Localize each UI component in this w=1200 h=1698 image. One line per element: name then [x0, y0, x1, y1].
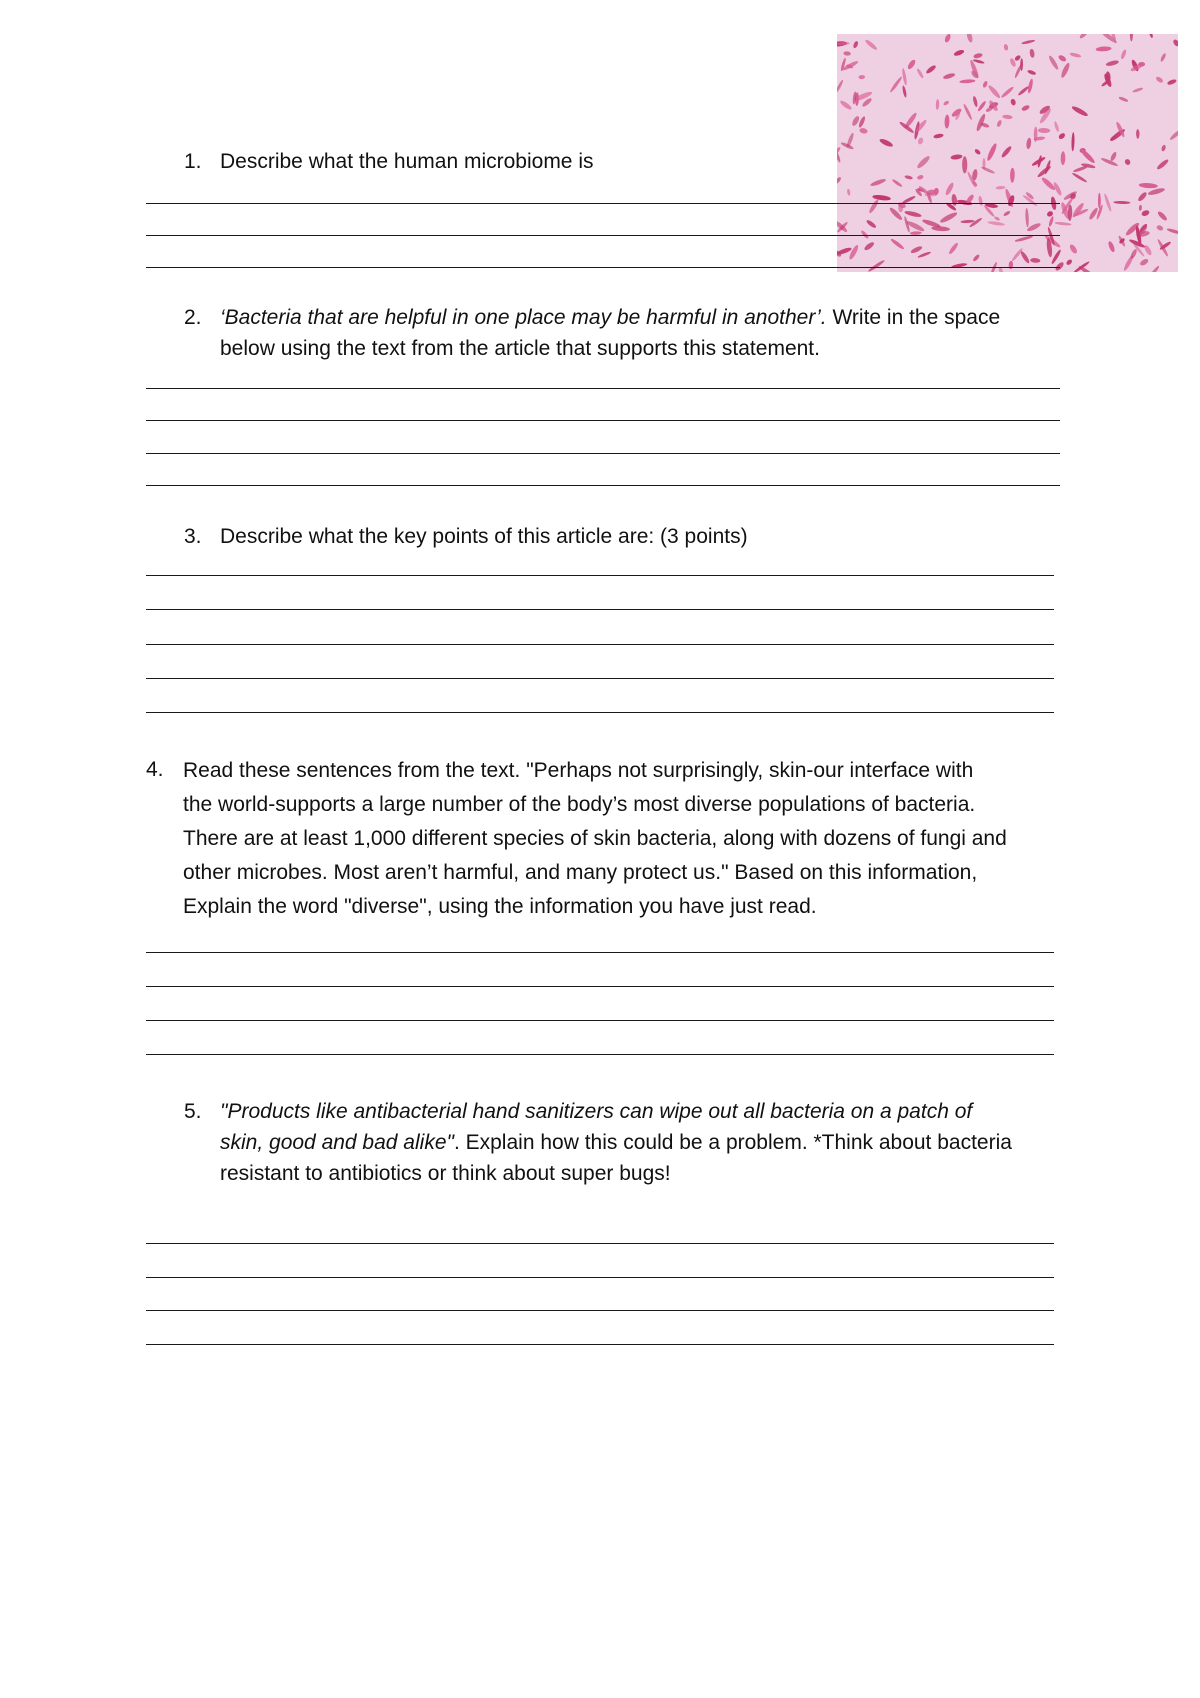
question-4-line: the world-supports a large number of the body’s most diverse populations of bacteria.: [183, 793, 976, 816]
bacterium-cell: [902, 85, 907, 98]
bacterium-cell: [944, 182, 955, 197]
answer-line[interactable]: [146, 453, 1060, 454]
bacterium-cell: [1010, 168, 1015, 183]
bacterium-cell: [1010, 98, 1017, 106]
bacterium-cell: [1100, 157, 1118, 167]
bacterium-cell: [982, 80, 988, 88]
bacterium-cell: [1113, 201, 1130, 205]
bacterium-cell: [974, 148, 982, 155]
bacterium-cell: [943, 72, 956, 80]
bacterium-cell: [963, 103, 973, 120]
bacterium-cell: [960, 220, 974, 224]
bacterium-cell: [863, 241, 875, 252]
micrograph-canvas: [837, 34, 1178, 272]
bacterium-cell: [1109, 151, 1117, 162]
bacterium-cell: [910, 245, 923, 254]
answer-line[interactable]: [146, 235, 1060, 236]
bacterium-cell: [859, 127, 868, 134]
bacterium-cell: [1050, 249, 1061, 265]
answer-line[interactable]: [146, 1277, 1054, 1278]
bacterium-cell: [996, 119, 1002, 127]
question-2-instruction: Write in the space: [826, 306, 1001, 329]
bacterium-cell: [1014, 54, 1022, 61]
bacterium-cell: [867, 259, 885, 272]
bacterium-cell: [1000, 86, 1014, 99]
bacterium-cell: [1124, 158, 1131, 166]
answer-line[interactable]: [146, 712, 1054, 713]
bacterium-cell: [944, 34, 952, 43]
bacterium-cell: [865, 219, 877, 229]
question-2-number: 2.: [184, 306, 202, 329]
answer-line[interactable]: [146, 609, 1054, 610]
bacterium-cell: [837, 176, 842, 185]
bacterium-cell: [973, 52, 983, 59]
bacterium-cell: [870, 178, 887, 188]
bacterium-cell: [939, 211, 958, 224]
bacterium-cell: [1155, 76, 1164, 84]
bacterium-cell: [1030, 258, 1041, 263]
bacterium-cell: [899, 121, 915, 135]
bacterium-cell: [1160, 53, 1167, 63]
bacterium-cell: [986, 142, 998, 161]
bacterium-cell: [1053, 121, 1059, 132]
question-5-instruction: . Explain how this could be a problem. *Think about bacteria: [453, 1131, 1012, 1154]
bacterium-cell: [1147, 187, 1165, 196]
question-2-quote: ‘Bacteria that are helpful in one place may be harmful in another’.: [220, 306, 827, 329]
bacterium-cell: [1107, 240, 1116, 252]
answer-line[interactable]: [146, 644, 1054, 645]
bacterium-cell: [1003, 210, 1011, 217]
bacterium-cell: [1065, 258, 1073, 265]
answer-line[interactable]: [146, 1054, 1054, 1055]
bacterium-cell: [1071, 105, 1089, 118]
bacterium-cell: [1017, 85, 1029, 96]
bacterium-cell: [1139, 258, 1149, 267]
question-1-text: Describe what the human microbiome is: [220, 150, 594, 173]
question-3-text: Describe what the key points of this article are: (3 points): [220, 525, 748, 548]
bacterium-cell: [944, 115, 949, 129]
answer-line[interactable]: [146, 388, 1060, 389]
bacterium-cell: [936, 99, 940, 110]
bacterium-cell: [1139, 205, 1142, 211]
bacterium-cell: [868, 199, 880, 214]
bacterium-cell: [925, 64, 937, 75]
bacterium-cell: [889, 76, 903, 93]
bacterium-cell: [933, 133, 944, 139]
bacterium-cell: [972, 96, 978, 108]
bacterium-cell: [1055, 221, 1072, 226]
bacterium-cell: [1014, 235, 1033, 243]
bacterium-cell: [1079, 34, 1089, 40]
bacterium-cell: [1068, 243, 1078, 254]
bacterium-cell: [953, 49, 965, 57]
question-2-instruction-line2: below using the text from the article that supports this statement.: [220, 337, 820, 360]
bacterium-cell: [1057, 54, 1067, 63]
bacterium-cell: [987, 84, 1002, 99]
bacterium-cell: [872, 194, 891, 201]
bacterium-cell: [1003, 44, 1008, 51]
question-4-line: There are at least 1,000 different species of skin bacteria, along with dozens of fungi and: [183, 827, 1007, 850]
bacterium-cell: [839, 99, 853, 111]
bacterium-cell: [1120, 49, 1127, 60]
bacterium-cell: [1141, 209, 1150, 217]
bacterium-cell: [1148, 34, 1153, 38]
bacterium-cell: [973, 59, 985, 65]
question-4-number: 4.: [146, 758, 164, 781]
bacterium-cell: [847, 189, 851, 196]
question-1-number: 1.: [184, 150, 202, 173]
bacterium-cell: [975, 113, 987, 132]
bacterium-cell: [1038, 128, 1051, 133]
bacterium-cell: [906, 59, 916, 71]
question-5-text: [220, 1096, 1012, 1189]
answer-line[interactable]: [146, 203, 1060, 204]
bacterium-cell: [1061, 151, 1066, 165]
bacterium-cell: [837, 79, 844, 93]
question-5-quote: "Products like antibacterial hand sanitizers can wipe out all bacteria on a patch of: [220, 1100, 973, 1123]
bacterium-cell: [901, 68, 907, 86]
question-2-text: [220, 302, 1000, 364]
bacterium-cell: [843, 51, 851, 56]
bacterium-cell: [978, 196, 983, 207]
bacterium-cell: [1069, 52, 1081, 58]
bacterium-cell: [848, 244, 860, 261]
bacterium-cell: [1118, 96, 1129, 103]
bacterium-cell: [1027, 78, 1034, 93]
bacterium-cell: [972, 254, 980, 262]
bacterium-cell: [1020, 250, 1031, 264]
question-5-instruction-line3: resistant to antibiotics or think about super bugs!: [220, 1162, 671, 1185]
bacterium-cell: [1148, 265, 1160, 272]
bacterium-cell: [1071, 172, 1087, 183]
bacterium-cell: [916, 155, 931, 170]
bacterium-cell: [1026, 137, 1032, 149]
answer-line[interactable]: [146, 1344, 1054, 1345]
bacterium-cell: [950, 154, 962, 160]
bacterium-cell: [1020, 58, 1023, 71]
bacterium-cell: [1098, 193, 1101, 209]
bacterium-cell: [987, 220, 1005, 226]
bacterium-cell: [994, 216, 1001, 222]
bacterium-cell: [837, 246, 852, 256]
answer-line[interactable]: [146, 1243, 1054, 1244]
bacterium-cell: [981, 166, 996, 175]
bacterium-cell: [1048, 216, 1054, 227]
bacterium-cell: [1096, 46, 1112, 52]
bacterium-cell: [1027, 69, 1037, 76]
bacterium-cell: [1169, 128, 1178, 141]
answer-line[interactable]: [146, 485, 1060, 486]
bacterium-cell: [917, 251, 931, 259]
bacterium-cell: [864, 38, 878, 51]
bacterium-cell: [891, 178, 903, 187]
bacterium-cell: [917, 137, 924, 145]
answer-line[interactable]: [146, 986, 1054, 987]
bacterium-cell: [966, 34, 974, 43]
bacterium-cell: [1071, 132, 1075, 151]
bacteria-micrograph-image: [837, 34, 1178, 272]
answer-line[interactable]: [146, 1310, 1054, 1311]
question-4-line: Explain the word "diverse", using the information you have just read.: [183, 895, 817, 918]
bacterium-cell: [858, 75, 865, 79]
bacterium-cell: [1156, 224, 1164, 231]
bacterium-cell: [1132, 87, 1144, 93]
bacterium-cell: [1156, 158, 1170, 170]
bacterium-cell: [1025, 208, 1029, 227]
question-4-text: [183, 754, 1007, 924]
bacterium-cell: [1157, 210, 1169, 222]
bacterium-cell: [1105, 59, 1119, 66]
question-4-line: Read these sentences from the text. "Perhaps not surprisingly, skin-our interface with: [183, 759, 974, 782]
bacterium-cell: [1103, 193, 1112, 212]
bacterium-cell: [890, 238, 905, 251]
question-5-quote-cont: skin, good and bad alike": [220, 1131, 454, 1154]
bacterium-cell: [1021, 39, 1035, 45]
question-4-line: other microbes. Most aren’t harmful, and many protect us." Based on this information,: [183, 861, 978, 884]
bacterium-cell: [1172, 38, 1178, 47]
bacterium-cell: [1000, 145, 1012, 159]
bacterium-cell: [852, 40, 859, 48]
bacterium-cell: [1021, 104, 1031, 112]
bacterium-cell: [879, 137, 894, 148]
bacterium-cell: [977, 100, 987, 112]
bacterium-cell: [1060, 62, 1071, 79]
bacterium-cell: [1130, 34, 1133, 41]
bacterium-cell: [1139, 182, 1158, 188]
bacterium-cell: [1002, 114, 1013, 119]
bacterium-cell: [1167, 78, 1177, 85]
bacterium-cell: [951, 194, 957, 206]
bacterium-cell: [962, 156, 967, 173]
question-3-number: 3.: [184, 525, 202, 548]
bacterium-cell: [1137, 191, 1148, 202]
bacterium-cell: [948, 242, 959, 255]
bacterium-cell: [1058, 132, 1066, 140]
answer-line[interactable]: [146, 952, 1054, 953]
answer-line[interactable]: [146, 1020, 1054, 1021]
bacterium-cell: [943, 100, 950, 106]
bacterium-cell: [1166, 228, 1178, 236]
answer-line[interactable]: [146, 267, 1060, 268]
bacterium-cell: [1029, 48, 1035, 58]
answer-line[interactable]: [146, 678, 1054, 679]
bacterium-cell: [959, 79, 975, 84]
bacterium-cell: [1118, 235, 1127, 247]
answer-line[interactable]: [146, 575, 1054, 576]
bacterium-cell: [1161, 144, 1167, 151]
bacterium-cell: [995, 186, 1005, 190]
answer-line[interactable]: [146, 420, 1060, 421]
bacterium-cell: [904, 210, 922, 218]
bacterium-cell: [917, 174, 924, 180]
bacterium-cell: [904, 175, 913, 180]
bacterium-cell: [1136, 129, 1140, 139]
bacterium-cell: [1079, 147, 1096, 164]
question-5-number: 5.: [184, 1100, 202, 1123]
bacterium-cell: [916, 68, 925, 79]
bacterium-cell: [1048, 55, 1060, 71]
